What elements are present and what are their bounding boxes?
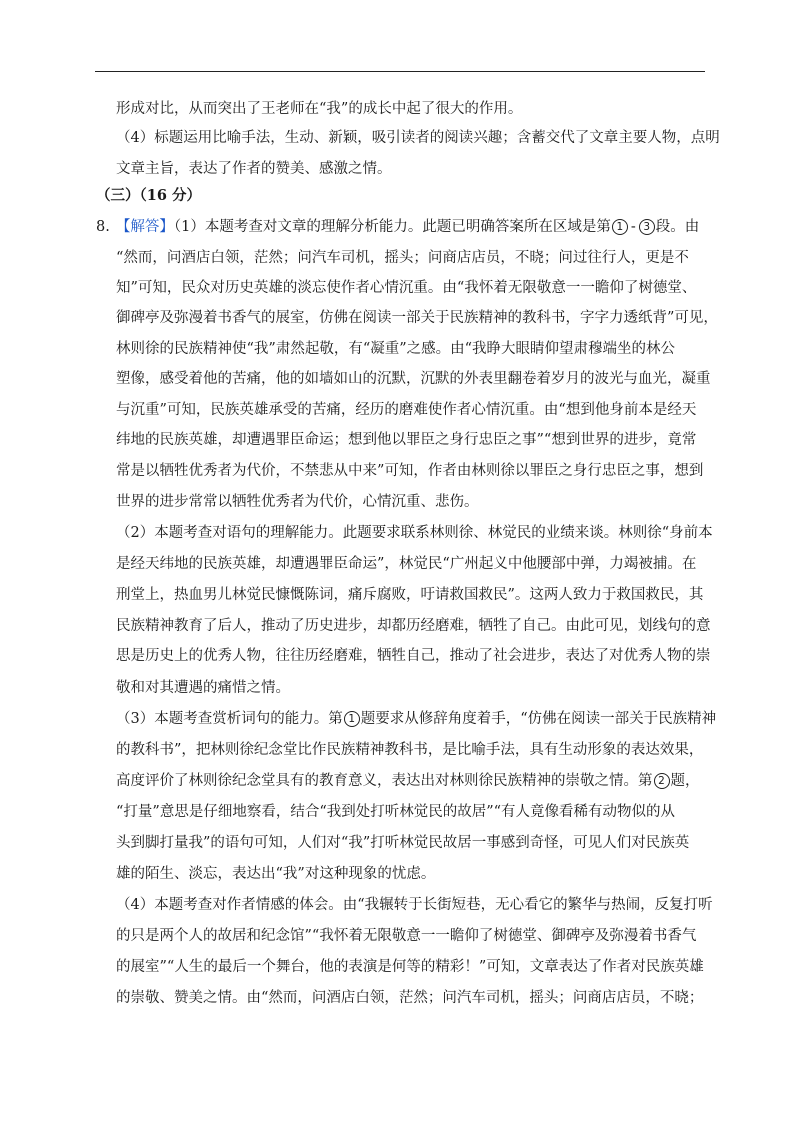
text-line: 与沉重”可知，民族英雄承受的苦痛，经历的磨难使作者心情沉重。由“想到他身前本是经天 xyxy=(116,402,697,418)
text-line: 思是历史上的优秀人物，往往历经磨难，牺牲自己，推动了社会进步，表达了对优秀人物的崇 xyxy=(116,648,711,664)
circled-number-3: 3 xyxy=(639,219,655,235)
question-number: 8. xyxy=(96,219,110,235)
text-line: 形成对比，从而突出了王老师在“我”的成长中起了很大的作用。 xyxy=(116,101,523,117)
header-rule xyxy=(95,71,705,72)
text-line: 御碑亭及弥漫着书香气的展室，仿佛在阅读一部关于民族精神的教科书，字字力透纸背”可见， xyxy=(116,310,718,326)
circled-number-1: 1 xyxy=(344,711,360,727)
text-line: 世界的进步常常以牺牲优秀者为代价，心情沉重、悲伤。 xyxy=(116,494,479,510)
text-line: 常是以牺牲优秀者为代价，不禁悲从中来”可知，作者由林则徐以罪臣之身行忠臣之事，想到 xyxy=(116,463,704,479)
text-line xyxy=(116,771,700,791)
text-line: 是经天纬地的民族英雄，却遭遇罪臣命运”，林觉民“广州起义中他腰部中弹，力竭被捕。在 xyxy=(116,556,697,572)
text-segment: （1）本题考查对文章的理解分析能力。此题已明确答案所在区域是第 xyxy=(173,219,611,235)
text-line: 的教科书”，把林则徐纪念堂比作民族精神教科书，是比喻手法，具有生动形象的表达效果， xyxy=(116,742,704,758)
text-line: 的崇敬、赞美之情。由“然而，问酒店白领，茫然；问汽车司机，摇头；问商店店员，不晓； xyxy=(116,990,704,1006)
text-line: 刑堂上，热血男儿林觉民慷慨陈词，痛斥腐败，吁请救国救民”。这两人致力于救国救民，其 xyxy=(116,587,704,603)
text-line: （4）本题考查对作者情感的体会。由“我辗转于长街短巷，无心看它的繁华与热闹，反复打听 xyxy=(116,897,713,913)
text-segment: （3）本题考查赏析词句的能力。第 xyxy=(116,711,343,727)
text-line: （2）本题考查对语句的理解能力。此题要求联系林则徐、林觉民的业绩来谈。林则徐“身前本 xyxy=(116,525,713,541)
text-line: 塑像，感受着他的苦痛，他的如墙如山的沉默，沉默的外表里翻卷着岁月的波光与血光，凝重 xyxy=(116,371,711,387)
range-dash: - xyxy=(630,219,636,235)
text-line: “然而，问酒店白领，茫然；问汽车司机，摇头；问商店店员，不晓；问过往行人，更是不 xyxy=(116,250,689,266)
circled-number-2: 2 xyxy=(654,773,670,789)
question-8-line-1 xyxy=(96,217,699,237)
text-segment: 高度评价了林则徐纪念堂具有的教育意义，表达出对林则徐民族精神的崇敬之情。第 xyxy=(116,773,653,789)
text-line: 纬地的民族英雄，却遭遇罪臣命运；想到他以罪臣之身行忠臣之事”“想到世界的进步，竟常 xyxy=(116,432,697,448)
text-line: 头到脚打量我”的语句可知，人们对“我”打听林觉民故居一事感到奇怪，可见人们对民族英 xyxy=(116,835,690,851)
text-line xyxy=(116,709,716,729)
text-line: 敬和对其遭遇的痛惜之情。 xyxy=(116,680,290,696)
text-line: 民族精神教育了后人，推动了历史进步，却都历经磨难，牺牲了自己。由此可见，划线句的意 xyxy=(116,618,711,634)
text-line: 林则徐的民族精神使“我”肃然起敬，有“凝重”之感。由“我睁大眼睛仰望肃穆端坐的林公 xyxy=(116,341,676,357)
text-line: 文章主旨，表达了作者的赞美、感激之情。 xyxy=(116,161,392,177)
text-segment: 题， xyxy=(670,773,700,789)
text-line: 的只是两个人的故居和纪念馆”“我怀着无限敬意一一瞻仰了树德堂、御碑亭及弥漫着书香气 xyxy=(116,928,697,944)
section-heading: （三）（16 分） xyxy=(96,187,201,204)
text-segment: 题要求从修辞角度着手，“仿佛在阅读一部关于民族精神 xyxy=(360,711,717,727)
text-line: “打量”意思是仔细地察看，结合“我到处打听林觉民的故居”“有人竟像看稀有动物似的从 xyxy=(116,804,676,820)
answer-tag: 【解答】 xyxy=(115,219,174,235)
circled-number-1: 1 xyxy=(612,219,628,235)
text-line: 知”可知，民众对历史英雄的淡忘使作者心情沉重。由“我怀着无限敬意一一瞻仰了树德堂、 xyxy=(116,280,697,296)
text-segment: 段。由 xyxy=(655,219,700,235)
text-line: 的展室”“人生的最后一个舞台，他的表演是何等的精彩！”可知，文章表达了作者对民族英雄 xyxy=(116,959,704,975)
text-line: 雄的陌生、淡忘，表达出“我”对这种现象的忧虑。 xyxy=(116,866,436,882)
text-line: （4）标题运用比喻手法，生动、新颖，吸引读者的阅读兴趣；含蓄交代了文章主要人物，点明 xyxy=(116,130,720,146)
